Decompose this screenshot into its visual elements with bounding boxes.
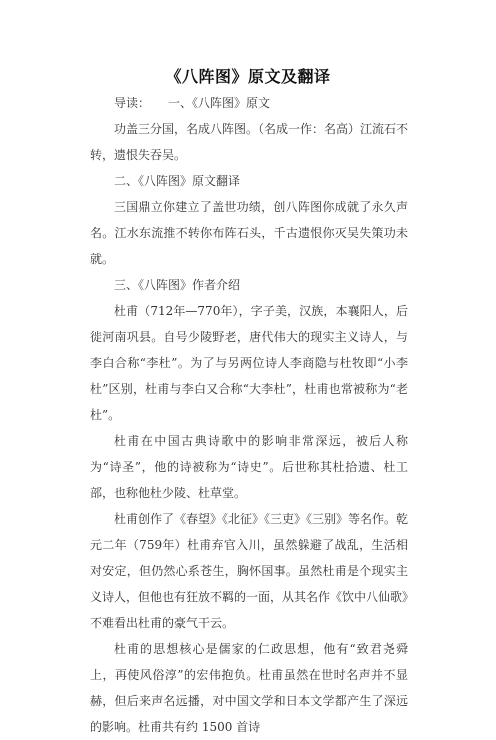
translation-paragraph: 三国鼎立你建立了盖世功绩，创八阵图你成就了永久声名。江水东流推不转你布阵石头，千古遗恨你灭吴失策功未就。: [90, 200, 408, 266]
intro-heading-paragraph: 导读： 一、《八阵图》原文: [114, 96, 271, 110]
author-thought-paragraph: 杜甫的思想核心是儒家的仁政思想，他有“致君尧舜上，再使风俗淳”的宏伟抱负。杜甫虽然在世时名声并不显赫，但后来声名远播，对中国文学和日本文学都产生了深远的影响。杜甫共有约 1500 首诗: [90, 642, 408, 734]
document-title: 《八阵图》原文及翻译: [165, 67, 331, 86]
author-influence-paragraph: 杜甫在中国古典诗歌中的影响非常深远，被后人称为“诗圣”，他的诗被称为“诗史”。后世称其杜拾遗、杜工部，也称他杜少陵、杜草堂。: [90, 434, 408, 500]
document-body: [90, 90, 408, 740]
poem-text-paragraph: 功盖三分国，名成八阵图。（名成一作：名高）江流石不转，遗恨失吞吴。: [90, 122, 409, 162]
author-works-paragraph: 杜甫创作了《春望》《北征》《三吏》《三别》等名作。乾元二年（759年）杜甫弃官入川，虽然躲避了战乱，生活相对安定，但仍然心系苍生，胸怀国事。虽然杜甫是个现实主义诗人，但他也有狂放不羁的一面，从其名作《饮中八仙歌》不难看出杜甫的豪气干云。: [90, 512, 409, 630]
translation-heading: 二、《八阵图》原文翻译: [114, 174, 241, 188]
author-heading: 三、《八阵图》作者介绍: [114, 278, 241, 292]
author-bio-paragraph: 杜甫（712年—770年），字子美，汉族，本襄阳人，后徙河南巩县。自号少陵野老，唐代伟大的现实主义诗人，与李白合称“李杜”。为了与另两位诗人李商隐与杜牧即“小李杜”区别，杜甫与李白又合称“大李杜”，杜甫也常被称为“老杜”。: [90, 304, 408, 422]
